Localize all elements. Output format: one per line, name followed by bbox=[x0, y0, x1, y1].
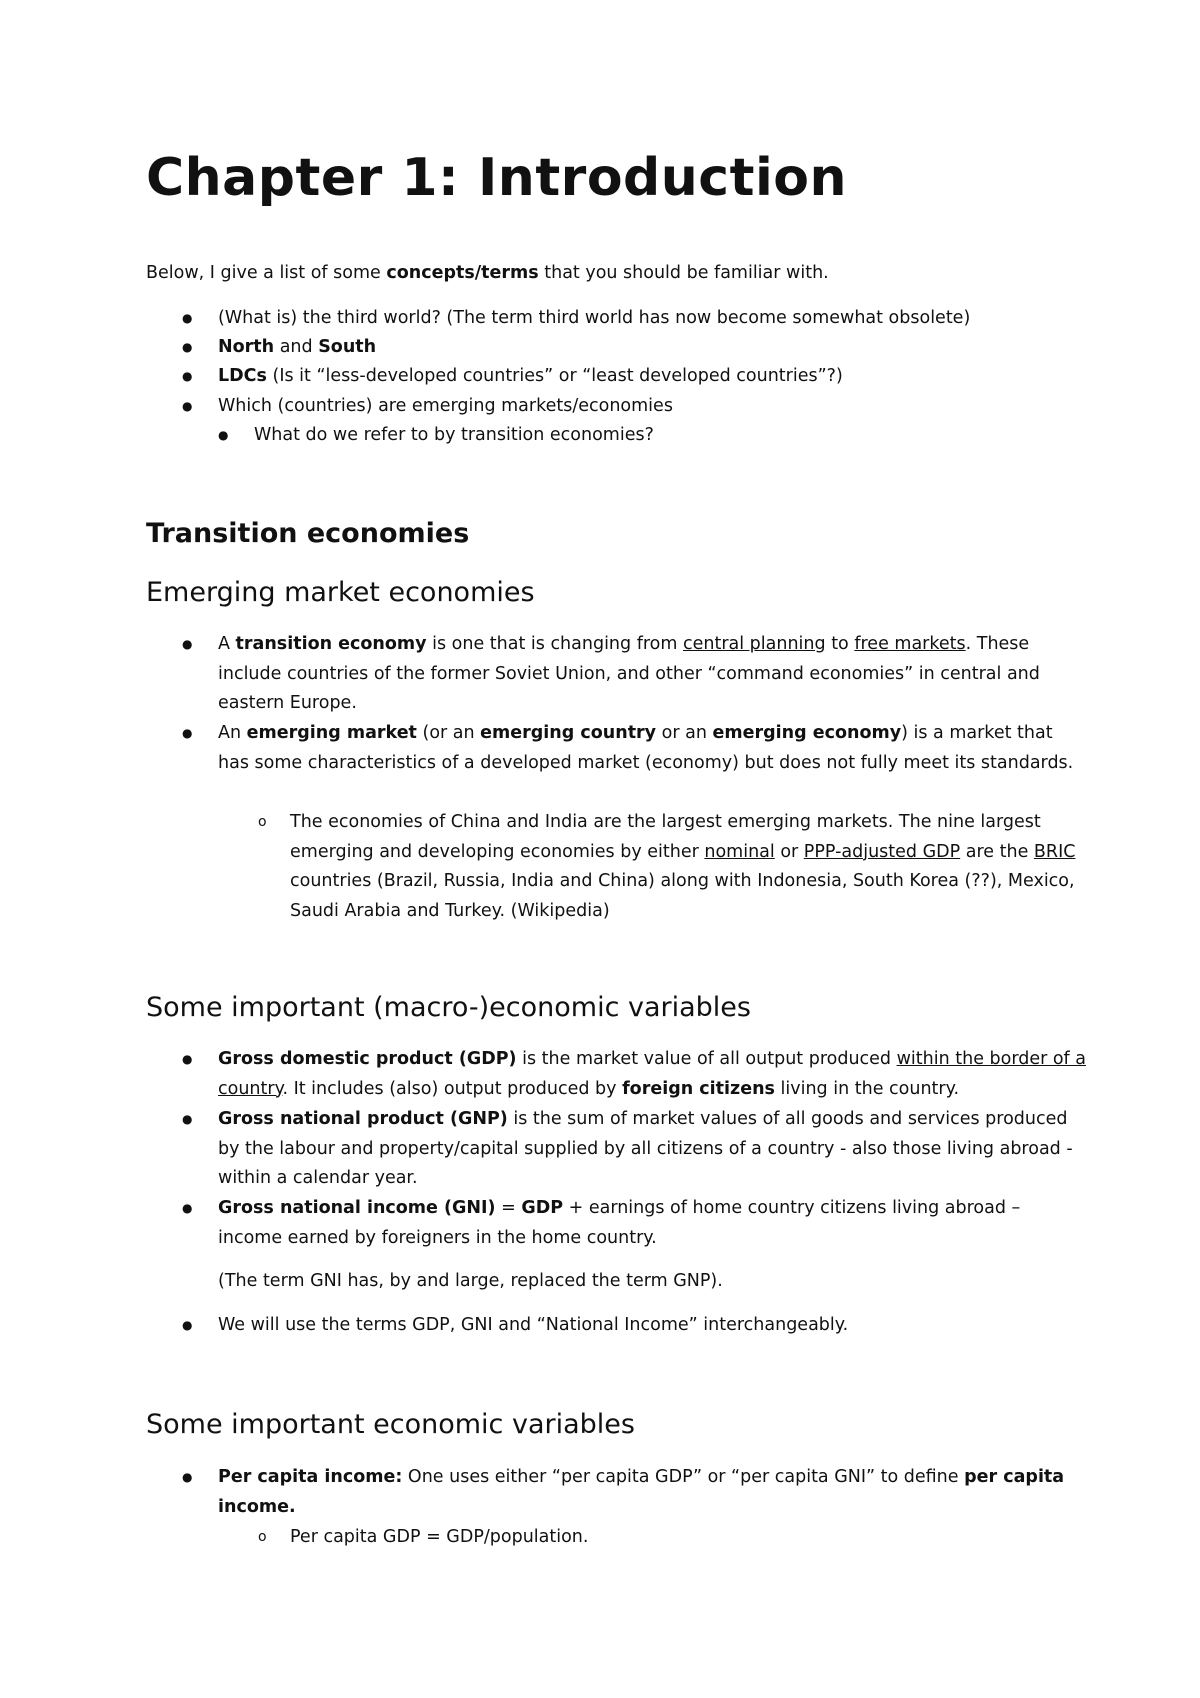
link-central-planning[interactable]: central planning bbox=[683, 634, 826, 654]
link-ppp-adjusted-gdp[interactable]: PPP-adjusted GDP bbox=[803, 841, 961, 862]
econ-list bbox=[146, 1463, 1086, 1563]
bullet-icon: ● bbox=[182, 1112, 193, 1126]
bullet-icon: ● bbox=[182, 1470, 193, 1484]
bullet-icon: ● bbox=[182, 637, 193, 651]
bullet-icon: ● bbox=[182, 726, 193, 740]
bullet-icon: ● bbox=[182, 369, 193, 383]
concepts-list bbox=[146, 304, 1086, 454]
bullet-icon: ● bbox=[182, 1318, 193, 1332]
section-heading-macro: Some important (macro-)economic variables bbox=[146, 992, 751, 1023]
note-paragraph: (The term GNI has, by and large, replaced the term GNP). bbox=[218, 1271, 723, 1291]
page-title: Chapter 1: Introduction bbox=[146, 148, 848, 208]
link-bric[interactable]: BRIC bbox=[1033, 841, 1076, 862]
bullet-icon: ● bbox=[182, 311, 193, 325]
list-item: ● LDCs (Is it “less-developed countries” or “least developed countries”?) bbox=[146, 362, 1086, 392]
section-heading-transition: Transition economies bbox=[146, 518, 470, 549]
link-within-border[interactable]: within the border of a country bbox=[218, 1049, 1087, 1099]
list-item: ● We will use the terms GDP, GNI and “National Income” interchangeably. bbox=[146, 1311, 1086, 1341]
circle-bullet-icon: o bbox=[258, 814, 267, 830]
bullet-icon: ● bbox=[182, 1201, 193, 1215]
list-item: o The economies of China and India are the largest emerging markets. The nine largest emerging and developing economies by either nominal or PPP-adjusted GDP are the BRIC countries (Brazil, Russia, India and China) along with Indonesia, South Korea (??), Mexico, Saudi Arabia and Turkey. (Wikipedia) bbox=[146, 808, 1086, 926]
emerging-list bbox=[146, 630, 1086, 930]
section-heading-econ: Some important economic variables bbox=[146, 1409, 635, 1440]
link-free-markets[interactable]: free markets bbox=[854, 634, 966, 654]
list-item: o Per capita GDP = GDP/population. bbox=[146, 1523, 1086, 1553]
list-item: ● Gross domestic product (GDP) is the market value of all output produced within the border of a country. It includes (also) output produced by foreign citizens living in the country. bbox=[146, 1045, 1086, 1104]
bullet-icon: ● bbox=[182, 1052, 193, 1066]
macro-list bbox=[146, 1045, 1086, 1345]
list-item: ● A transition economy is one that is changing from central planning to free markets. These include countries of the former Soviet Union, and other “command economies” in central and eastern Europe. bbox=[146, 630, 1086, 719]
bullet-icon: ● bbox=[218, 428, 229, 442]
link-nominal[interactable]: nominal bbox=[704, 841, 775, 862]
intro-paragraph: Below, I give a list of some concepts/terms that you should be familiar with. bbox=[146, 263, 829, 283]
list-item: ● Which (countries) are emerging markets/economies bbox=[146, 392, 1086, 422]
list-item: ● North and South bbox=[146, 333, 1086, 363]
list-item: ● An emerging market (or an emerging country or an emerging economy) is a market that has some characteristics of a developed market (economy) but does not fully meet its standards. bbox=[146, 719, 1086, 778]
list-item: ● (What is) the third world? (The term third world has now become somewhat obsolete) bbox=[146, 304, 1086, 334]
bullet-icon: ● bbox=[182, 399, 193, 413]
list-item: ● Per capita income: One uses either “per capita GDP” or “per capita GNI” to define per capita income. bbox=[146, 1463, 1086, 1522]
circle-bullet-icon: o bbox=[258, 1529, 267, 1545]
list-item: ● Gross national product (GNP) is the sum of market values of all goods and services produced by the labour and property/capital supplied by all citizens of a country - also those living abroad - within a calendar year. bbox=[146, 1105, 1086, 1194]
list-item: ● What do we refer to by transition economies? bbox=[146, 421, 1086, 451]
section-heading-emerging: Emerging market economies bbox=[146, 577, 535, 608]
bullet-icon: ● bbox=[182, 340, 193, 354]
list-item: ● Gross national income (GNI) = GDP + earnings of home country citizens living abroad – income earned by foreigners in the home country. bbox=[146, 1194, 1086, 1253]
